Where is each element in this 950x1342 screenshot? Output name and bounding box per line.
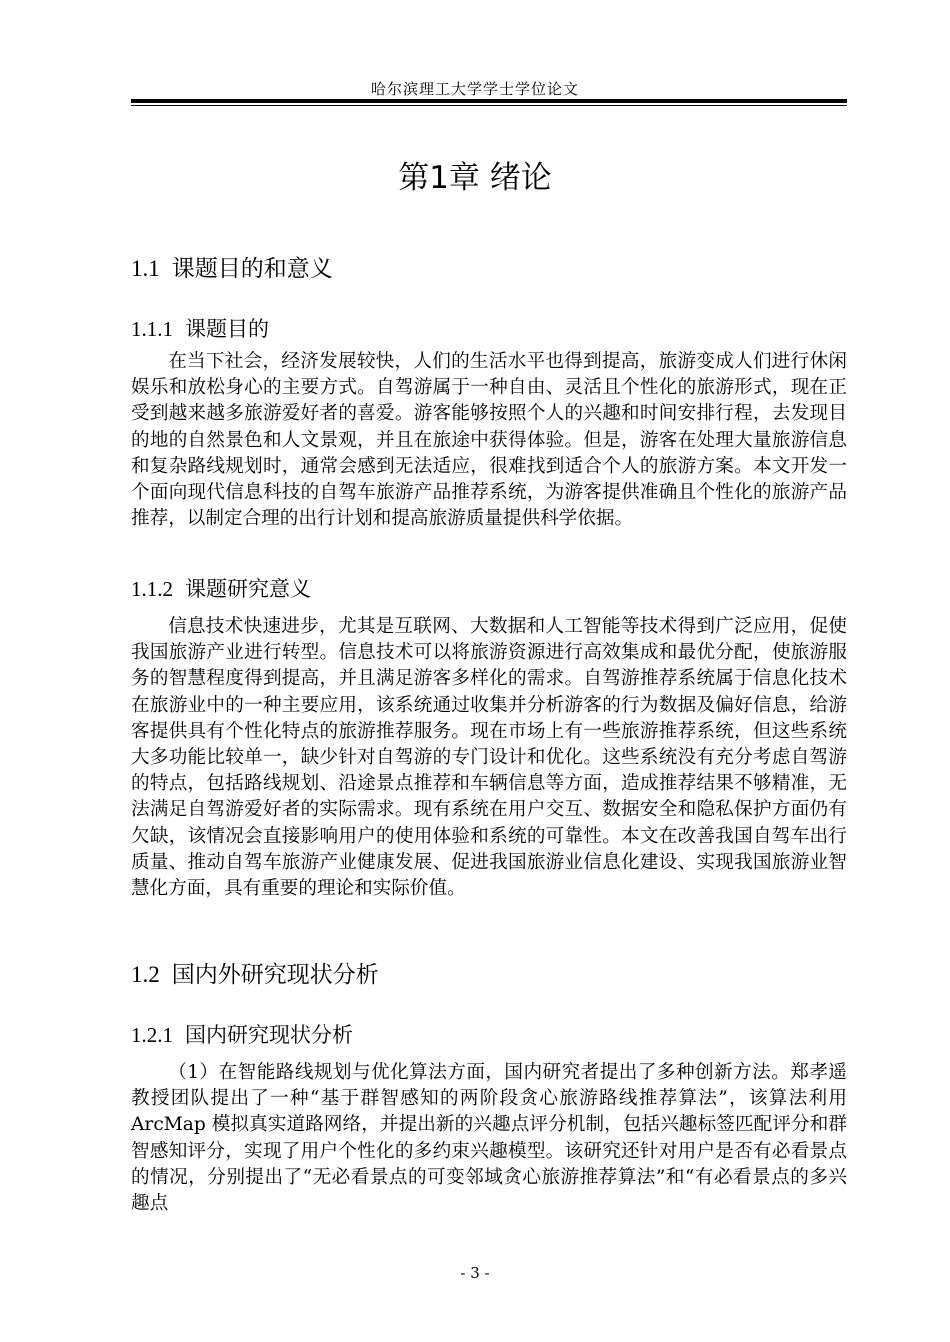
paragraph-purpose: 在当下社会，经济发展较快，人们的生活水平也得到提高，旅游变成人们进行休闲娱乐和放松身心的主要方式。自驾游属于一种自由、灵活且个性化的旅游形式，现在正受到越来越多旅游爱好者的喜爱。游客能够按照个人的兴趣和时间安排行程，去发现目的地的自然景色和人文景观，并且在旅途中获得体验。但是，游客在处理大量旅游信息和复杂路线规划时，通常会感到无法适应，很难找到适合个人的旅游方案。本文开发一个面向现代信息科技的自驾车旅游产品推荐系统，为游客提供准确且个性化的旅游产品推荐，以制定合理的出行计划和提高旅游质量提供科学依据。 — [131, 351, 847, 530]
section-heading-1-2-1 — [131, 1019, 353, 1049]
section-number: 1.1.1 — [131, 317, 173, 341]
section-heading-1-1-1 — [131, 313, 269, 343]
section-heading-1-1-2 — [131, 573, 311, 603]
section-title: 课题研究意义 — [185, 577, 311, 601]
section-number: 1.2.1 — [131, 1023, 173, 1047]
paragraph-significance: 信息技术快速进步，尤其是互联网、大数据和人工智能等技术得到广泛应用，促使我国旅游产业进行转型。信息技术可以将旅游资源进行高效集成和最优分配，使旅游服务的智慧程度得到提高，并且满足游客多样化的需求。自驾游推荐系统属于信息化技术在旅游业中的一种主要应用，该系统通过收集并分析游客的行为数据及偏好信息，给游客提供具有个性化特点的旅游推荐服务。现在市场上有一些旅游推荐系统，但这些系统大多功能比较单一，缺少针对自驾游的专门设计和优化。这些系统没有充分考虑自驾游的特点，包括路线规划、沿途景点推荐和车辆信息等方面，造成推荐结果不够精准，无法满足自驾游爱好者的实际需求。现有系统在用户交互、数据安全和隐私保护方面仍有欠缺，该情况会直接影响用户的使用体验和系统的可靠性。本文在改善我国自驾车出行质量、推动自驾车旅游产业健康发展、促进我国旅游业信息化建设、实现我国旅游业智慧化方面，具有重要的理论和实际价值。 — [131, 616, 847, 900]
section-title: 国内研究现状分析 — [185, 1023, 353, 1047]
chapter-title: 第1章 绪论 — [398, 160, 552, 196]
section-title: 课题目的和意义 — [171, 256, 333, 282]
paragraph-domestic-research: （1）在智能路线规划与优化算法方面，国内研究者提出了多种创新方法。郑孝遥教授团队提出了一种“基于群智感知的两阶段贪心旅游路线推荐算法”，该算法利用 ArcMap 模拟真实道路网络，并提出新的兴趣点评分机制，包括兴趣标签匹配评分和群智感知评分，实现了用户个性化的多约束兴趣模型。该研究还针对用户是否有必看景点的情况，分别提出了“无必看景点的可变邻域贪心旅游推荐算法”和“有必看景点的多兴趣点 — [131, 1062, 847, 1215]
section-heading-1-2 — [131, 956, 379, 989]
running-header: 哈尔滨理工大学学士学位论文 — [370, 80, 579, 98]
header-rule-thin — [131, 105, 847, 106]
header-rule-thick — [131, 99, 847, 103]
page-number: - 3 - — [460, 1264, 490, 1282]
section-heading-1-1 — [131, 250, 333, 283]
section-title: 课题目的 — [185, 317, 269, 341]
section-number: 1.2 — [131, 962, 160, 987]
section-number: 1.1.2 — [131, 577, 173, 601]
section-number: 1.1 — [131, 256, 160, 281]
section-title: 国内外研究现状分析 — [171, 962, 379, 988]
